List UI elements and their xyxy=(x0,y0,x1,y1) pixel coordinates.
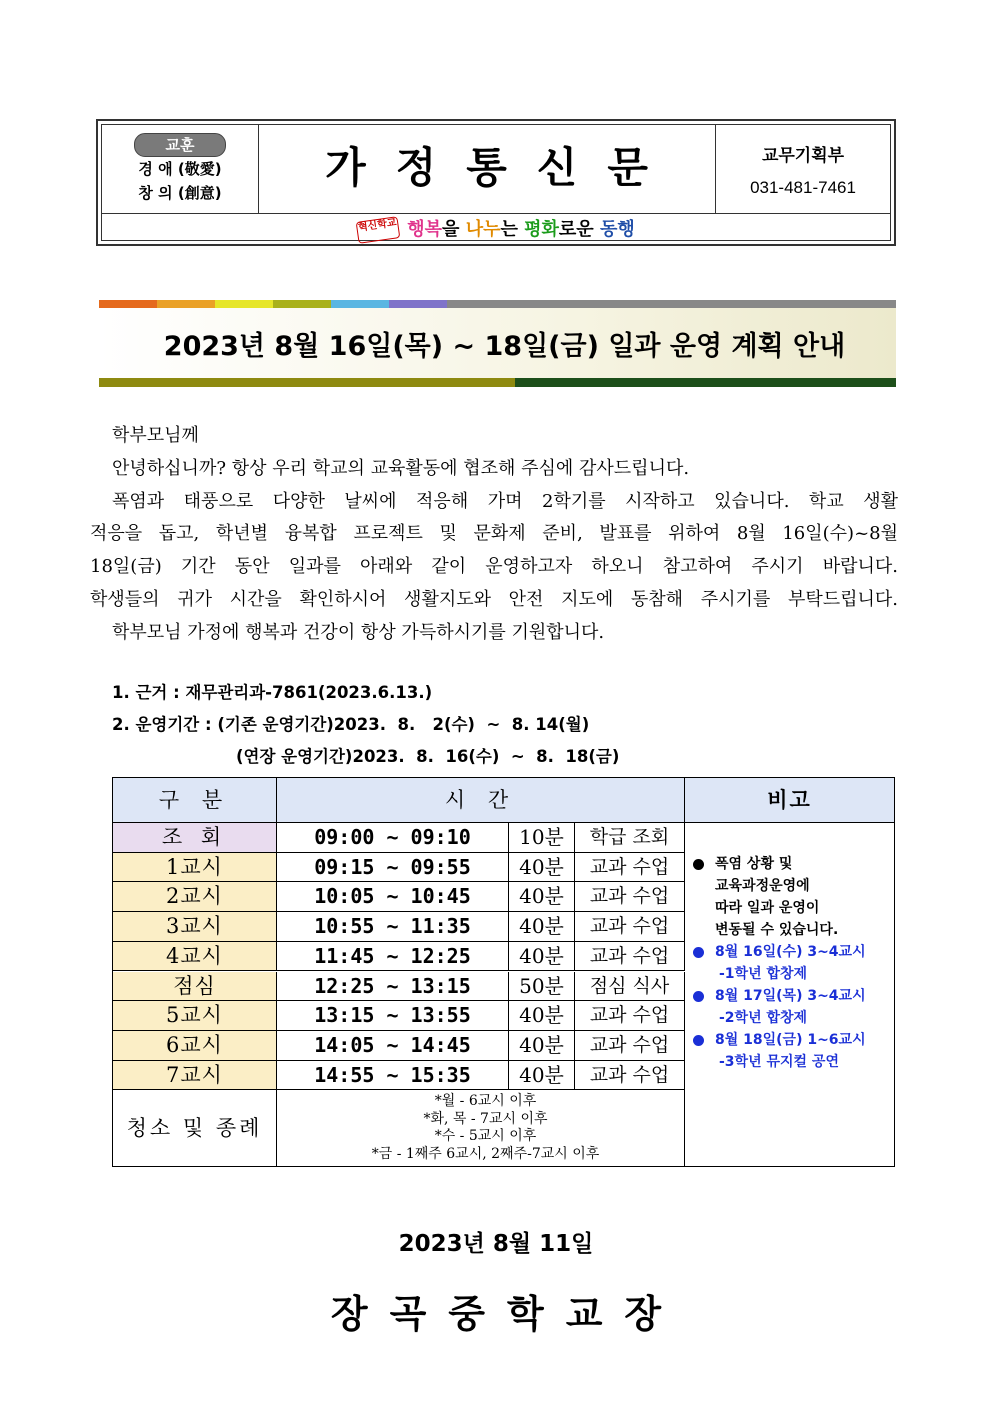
bullet-icon xyxy=(693,947,704,958)
period-minutes: 40분 xyxy=(509,912,575,942)
letter-greeting: 학부모님께 xyxy=(112,425,199,446)
info-period-extended: (연장 운영기간)2023. 8. 16(수) ~ 8. 18(금) xyxy=(236,747,620,766)
period-label: 점심 xyxy=(113,972,277,1002)
header-inner-frame xyxy=(101,124,891,241)
cleanup-line: *금 - 1째주 6교시, 2째주-7교시 이후 xyxy=(371,1145,600,1162)
note-line: -2학년 합창제 xyxy=(719,1010,808,1026)
note-line: 8월 17일(목) 3~4교시 xyxy=(715,988,866,1004)
banner-stripe xyxy=(99,300,157,308)
period-activity: 교과 수업 xyxy=(575,1031,685,1061)
period-label: 5교시 xyxy=(113,1001,277,1031)
period-minutes: 40분 xyxy=(509,853,575,883)
note-line: -3학년 뮤지컬 공연 xyxy=(719,1054,839,1070)
letter-paragraph-1: 안녕하십니까? 항상 우리 학교의 교육활동에 협조해 주심에 감사드립니다. xyxy=(112,457,690,479)
slogan-word-together: 동행 xyxy=(599,219,635,240)
period-activity: 교과 수업 xyxy=(575,1001,685,1031)
period-label: 7교시 xyxy=(113,1061,277,1091)
issue-date: 2023년 8월 11일 xyxy=(398,1231,594,1257)
header-time: 시 간 xyxy=(277,778,685,823)
period-time: 14:05 ~ 14:45 xyxy=(277,1031,509,1061)
period-minutes: 40분 xyxy=(509,1001,575,1031)
note-line: 8월 18일(금) 1~6교시 xyxy=(715,1032,866,1048)
note-item xyxy=(693,941,866,985)
newsletter-title: 가정통신문 xyxy=(325,143,678,192)
school-slogan xyxy=(102,214,890,246)
period-minutes: 40분 xyxy=(509,1031,575,1061)
letter-paragraph-2-line-3: 18일(금) 기간 동안 일과를 아래와 같이 운영하고자 하오니 참고하여 주시기 바랍니다. xyxy=(90,556,898,578)
banner-underline-left xyxy=(99,378,515,387)
notes-list xyxy=(685,823,866,1073)
cleanup-label: 청소 및 종례 xyxy=(113,1090,277,1166)
letter-body xyxy=(90,420,898,650)
note-item xyxy=(693,985,866,1029)
motto-line-1: 경 애 (敬愛) xyxy=(138,160,222,178)
title-banner xyxy=(99,300,896,388)
note-line: 변동될 수 있습니다. xyxy=(715,922,839,938)
info-basis: 1. 근거 : 재무관리과-7861(2023.6.13.) xyxy=(112,683,433,702)
period-activity: 교과 수업 xyxy=(575,882,685,912)
slogan-word-share: 나누 xyxy=(465,219,501,240)
banner-stripe xyxy=(273,300,331,308)
note-line: 따라 일과 운영이 xyxy=(715,900,820,916)
banner-underline-right xyxy=(515,378,896,387)
motto-line-2: 창 의 (創意) xyxy=(138,184,222,202)
slogan-word-peace: 평화 xyxy=(524,219,559,240)
period-minutes: 40분 xyxy=(509,942,575,972)
department-info xyxy=(715,125,890,213)
note-line: 교육과정운영에 xyxy=(715,878,810,894)
school-principal: 장곡중학교장 xyxy=(330,1292,684,1336)
period-label: 4교시 xyxy=(113,942,277,972)
slogan-particle: 는 xyxy=(500,219,525,240)
period-time: 10:05 ~ 10:45 xyxy=(277,882,509,912)
period-activity: 교과 수업 xyxy=(575,853,685,883)
period-label: 1교시 xyxy=(113,853,277,883)
schedule-table xyxy=(112,777,895,1167)
banner-stripe xyxy=(215,300,273,308)
note-line: 폭염 상황 및 xyxy=(715,856,793,872)
slogan-particle: 로운 xyxy=(558,219,600,240)
period-label: 2교시 xyxy=(113,882,277,912)
letter-paragraph-2-line-2: 적응을 돕고, 학년별 융복합 프로젝트 및 문화제 준비, 발표를 위하여 8월 16일(수)~8월 xyxy=(90,523,898,545)
period-time: 09:15 ~ 09:55 xyxy=(277,853,509,883)
period-activity: 학급 조회 xyxy=(575,823,685,853)
header-note: 비고 xyxy=(685,778,894,823)
header-top-row xyxy=(102,125,890,214)
letter-paragraph-2-line-1: 폭염과 태풍으로 다양한 날씨에 적응해 가며 2학기를 시작하고 있습니다. 학교 생활 xyxy=(112,490,898,512)
period-minutes: 10분 xyxy=(509,823,575,853)
department-name: 교무기획부 xyxy=(761,146,845,165)
period-minutes: 40분 xyxy=(509,1061,575,1091)
slogan-word-happiness: 행복 xyxy=(407,219,443,240)
banner-stripe xyxy=(331,300,389,308)
banner-stripe xyxy=(447,300,896,308)
period-activity: 점심 식사 xyxy=(575,972,685,1002)
banner-stripe xyxy=(157,300,215,308)
period-activity: 교과 수업 xyxy=(575,942,685,972)
period-activity: 교과 수업 xyxy=(575,1061,685,1091)
cleanup-times xyxy=(277,1090,685,1166)
banner-stripe xyxy=(389,300,447,308)
period-minutes: 40분 xyxy=(509,882,575,912)
period-time: 09:00 ~ 09:10 xyxy=(277,823,509,853)
letter-paragraph-3: 학부모님 가정에 행복과 건강이 항상 가득하시기를 기원합니다. xyxy=(112,621,605,643)
school-motto xyxy=(102,125,259,213)
cleanup-line: *수 - 5교시 이후 xyxy=(434,1128,537,1144)
newsletter-header xyxy=(96,119,896,246)
period-time: 14:55 ~ 15:35 xyxy=(277,1061,509,1091)
note-line: -1학년 합창제 xyxy=(719,966,808,982)
note-item xyxy=(693,853,866,941)
cleanup-line: *월 - 6교시 이후 xyxy=(434,1093,537,1109)
period-time: 13:15 ~ 13:55 xyxy=(277,1001,509,1031)
bullet-icon xyxy=(693,859,704,870)
period-time: 10:55 ~ 11:35 xyxy=(277,912,509,942)
motto-badge: 교훈 xyxy=(134,133,226,157)
period-label: 3교시 xyxy=(113,912,277,942)
notes-cell xyxy=(685,823,894,1166)
cleanup-line: *화, 목 - 7교시 이후 xyxy=(423,1110,548,1127)
innovation-school-stamp: 혁신학교 xyxy=(356,216,401,244)
bullet-icon xyxy=(693,1035,704,1046)
period-label: 조 회 xyxy=(113,823,277,853)
department-phone: 031-481-7461 xyxy=(750,178,856,197)
period-time: 12:25 ~ 13:15 xyxy=(277,972,509,1002)
bullet-icon xyxy=(693,991,704,1002)
period-activity: 교과 수업 xyxy=(575,912,685,942)
note-line: 8월 16일(수) 3~4교시 xyxy=(715,944,866,960)
banner-title: 2023년 8월 16일(목) ~ 18일(금) 일과 운영 계획 안내 xyxy=(163,331,846,362)
period-minutes: 50분 xyxy=(509,972,575,1002)
period-label: 6교시 xyxy=(113,1031,277,1061)
info-period-original: 2. 운영기간 : (기존 운영기간)2023. 8. 2(수) ~ 8. 14(월) xyxy=(112,715,590,734)
period-time: 11:45 ~ 12:25 xyxy=(277,942,509,972)
slogan-particle: 을 xyxy=(442,219,466,240)
note-item xyxy=(693,1029,866,1073)
letter-paragraph-2-line-4: 학생들의 귀가 시간을 확인하시어 생활지도와 안전 지도에 동참해 주시기를 부탁드립니다. xyxy=(90,588,898,610)
header-category: 구 분 xyxy=(113,778,277,823)
